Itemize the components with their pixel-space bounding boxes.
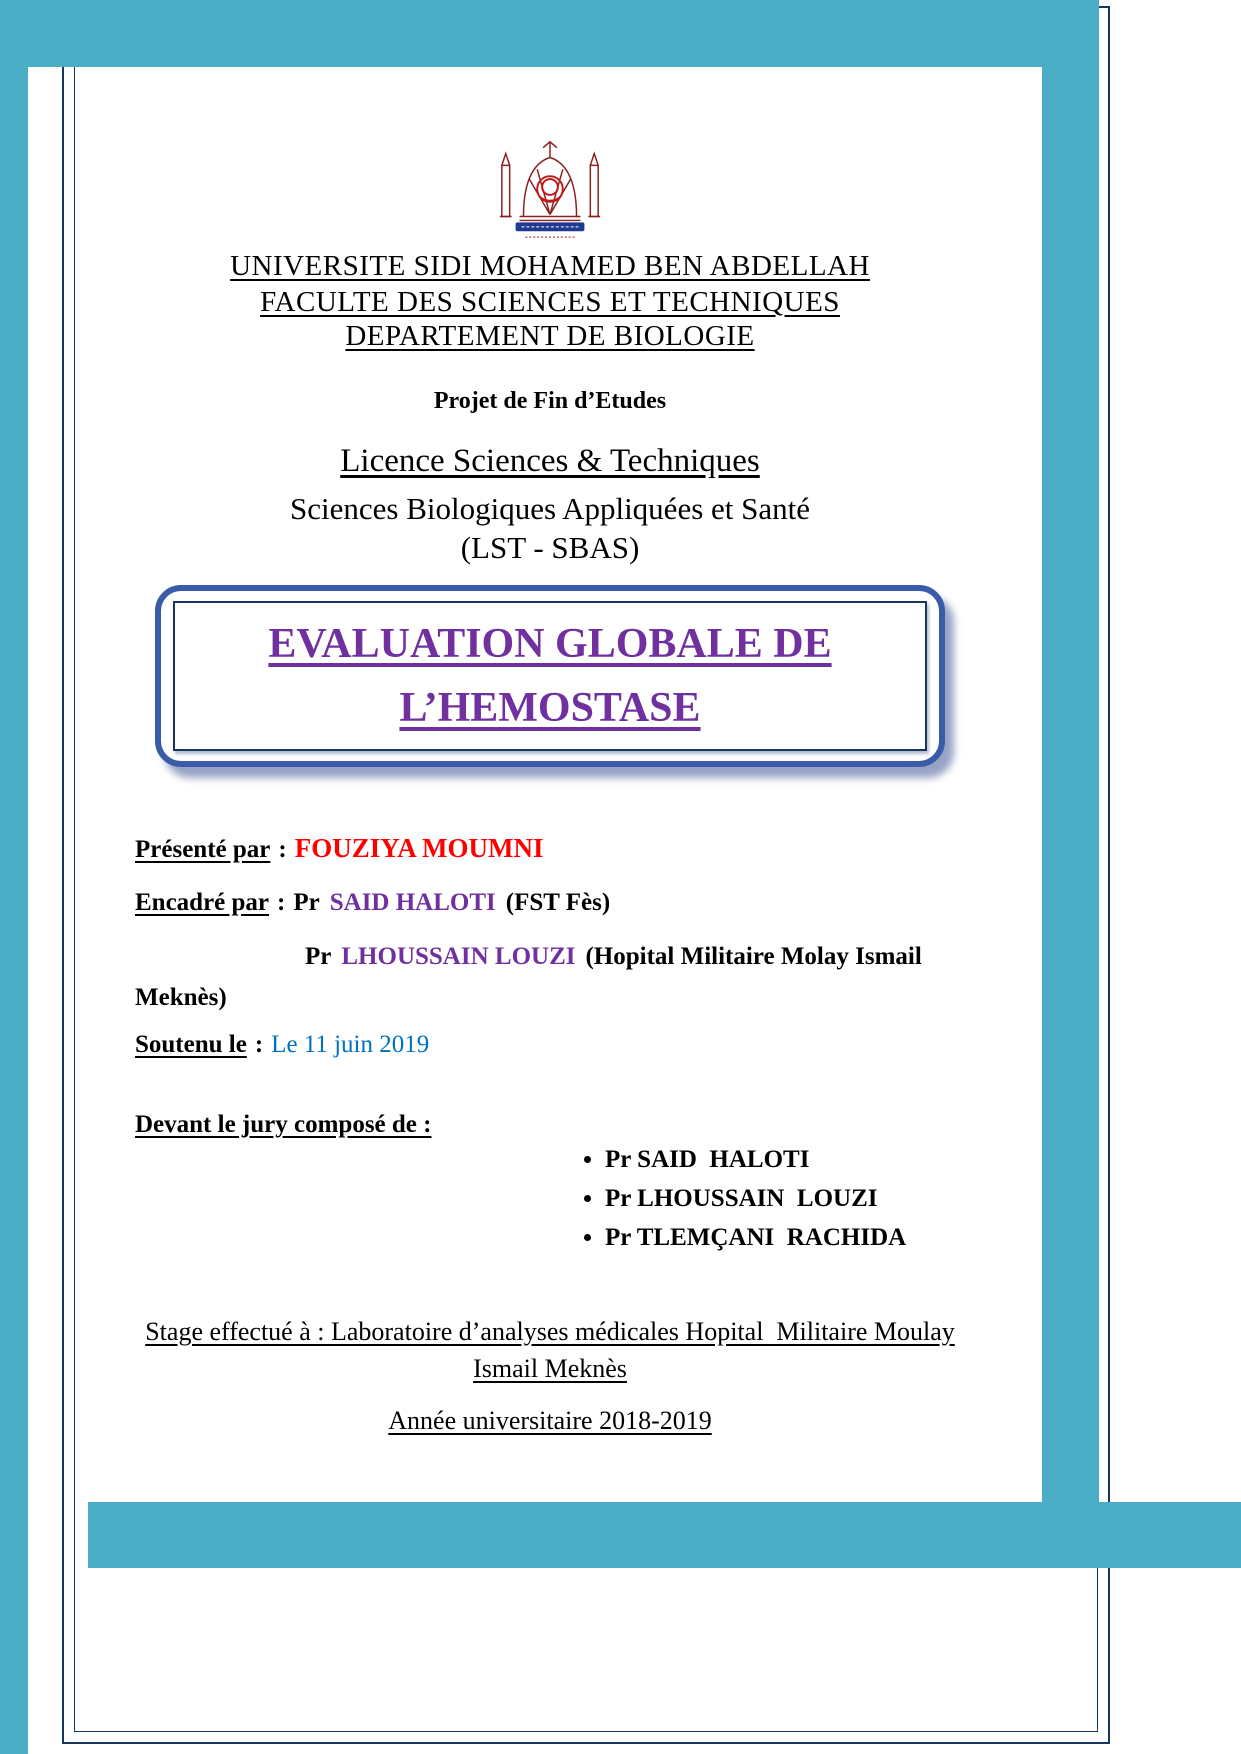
supervised-by-colon: : <box>277 889 286 916</box>
university-logo-image <box>485 128 615 246</box>
supervisor-2-affiliation: (Hopital Militaire Molay Ismail <box>585 943 922 970</box>
thesis-title-line1: EVALUATION GLOBALE DE <box>268 621 832 667</box>
supervisor-1-name: SAID HALOTI <box>329 889 496 916</box>
frame-bar-left <box>0 38 28 1754</box>
title-page <box>135 0 965 1754</box>
thesis-title-box <box>155 585 945 767</box>
frame-bar-right <box>1042 0 1099 1508</box>
supervisor-2-name: LHOUSSAIN LOUZI <box>341 943 576 970</box>
defense-date-line <box>135 1031 965 1059</box>
defense-date-colon: : <box>254 1031 264 1058</box>
supervisor-2-affiliation-wrap: Meknès) <box>135 984 227 1011</box>
specialty-abbr: (LST - SBAS) <box>460 530 640 565</box>
supervisor-line-1 <box>135 889 965 917</box>
university-name: UNIVERSITE SIDI MOHAMED BEN ABDELLAH <box>230 250 870 282</box>
presented-by-colon: : <box>278 836 287 863</box>
presented-by-label: Présenté par <box>135 836 271 863</box>
department-name: DEPARTEMENT DE BIOLOGIE <box>345 320 755 352</box>
university-logo <box>135 128 965 251</box>
supervisor-2-title: Pr <box>305 943 332 970</box>
presented-by-line <box>135 833 965 864</box>
academic-year: Année universitaire 2018-2019 <box>388 1406 712 1435</box>
jury-member: • Pr LHOUSSAIN LOUZI <box>605 1185 906 1213</box>
jury-list <box>575 1146 906 1263</box>
defense-date-value: Le 11 juin 2019 <box>271 1031 430 1058</box>
defense-date-label: Soutenu le <box>135 1031 247 1058</box>
supervisor-1-affiliation: (FST Fès) <box>505 889 611 916</box>
specialty-name: Sciences Biologiques Appliquées et Santé <box>289 491 811 526</box>
supervisor-1-title: Pr <box>293 889 320 916</box>
jury-member: • Pr SAID HALOTI <box>605 1146 906 1174</box>
project-type: Projet de Fin d’Etudes <box>433 388 667 414</box>
thesis-title-line2: L’HEMOSTASE <box>399 685 701 731</box>
jury-member: • Pr TLEMÇANI RACHIDA <box>605 1224 906 1252</box>
faculty-name: FACULTE DES SCIENCES ET TECHNIQUES <box>260 286 840 318</box>
student-name: FOUZIYA MOUMNI <box>294 833 544 863</box>
degree-name: Licence Sciences & Techniques <box>340 443 760 479</box>
jury-label: Devant le jury composé de : <box>135 1111 432 1138</box>
supervisor-line-2 <box>305 943 965 971</box>
internship-location-line1: Stage effectué à : Laboratoire d’analyses médicales Hopital Militaire Moulay <box>145 1317 955 1346</box>
internship-location-line2: Ismail Meknès <box>473 1354 627 1383</box>
thesis-title-box-inner <box>173 601 927 751</box>
supervised-by-label: Encadré par <box>135 889 270 916</box>
